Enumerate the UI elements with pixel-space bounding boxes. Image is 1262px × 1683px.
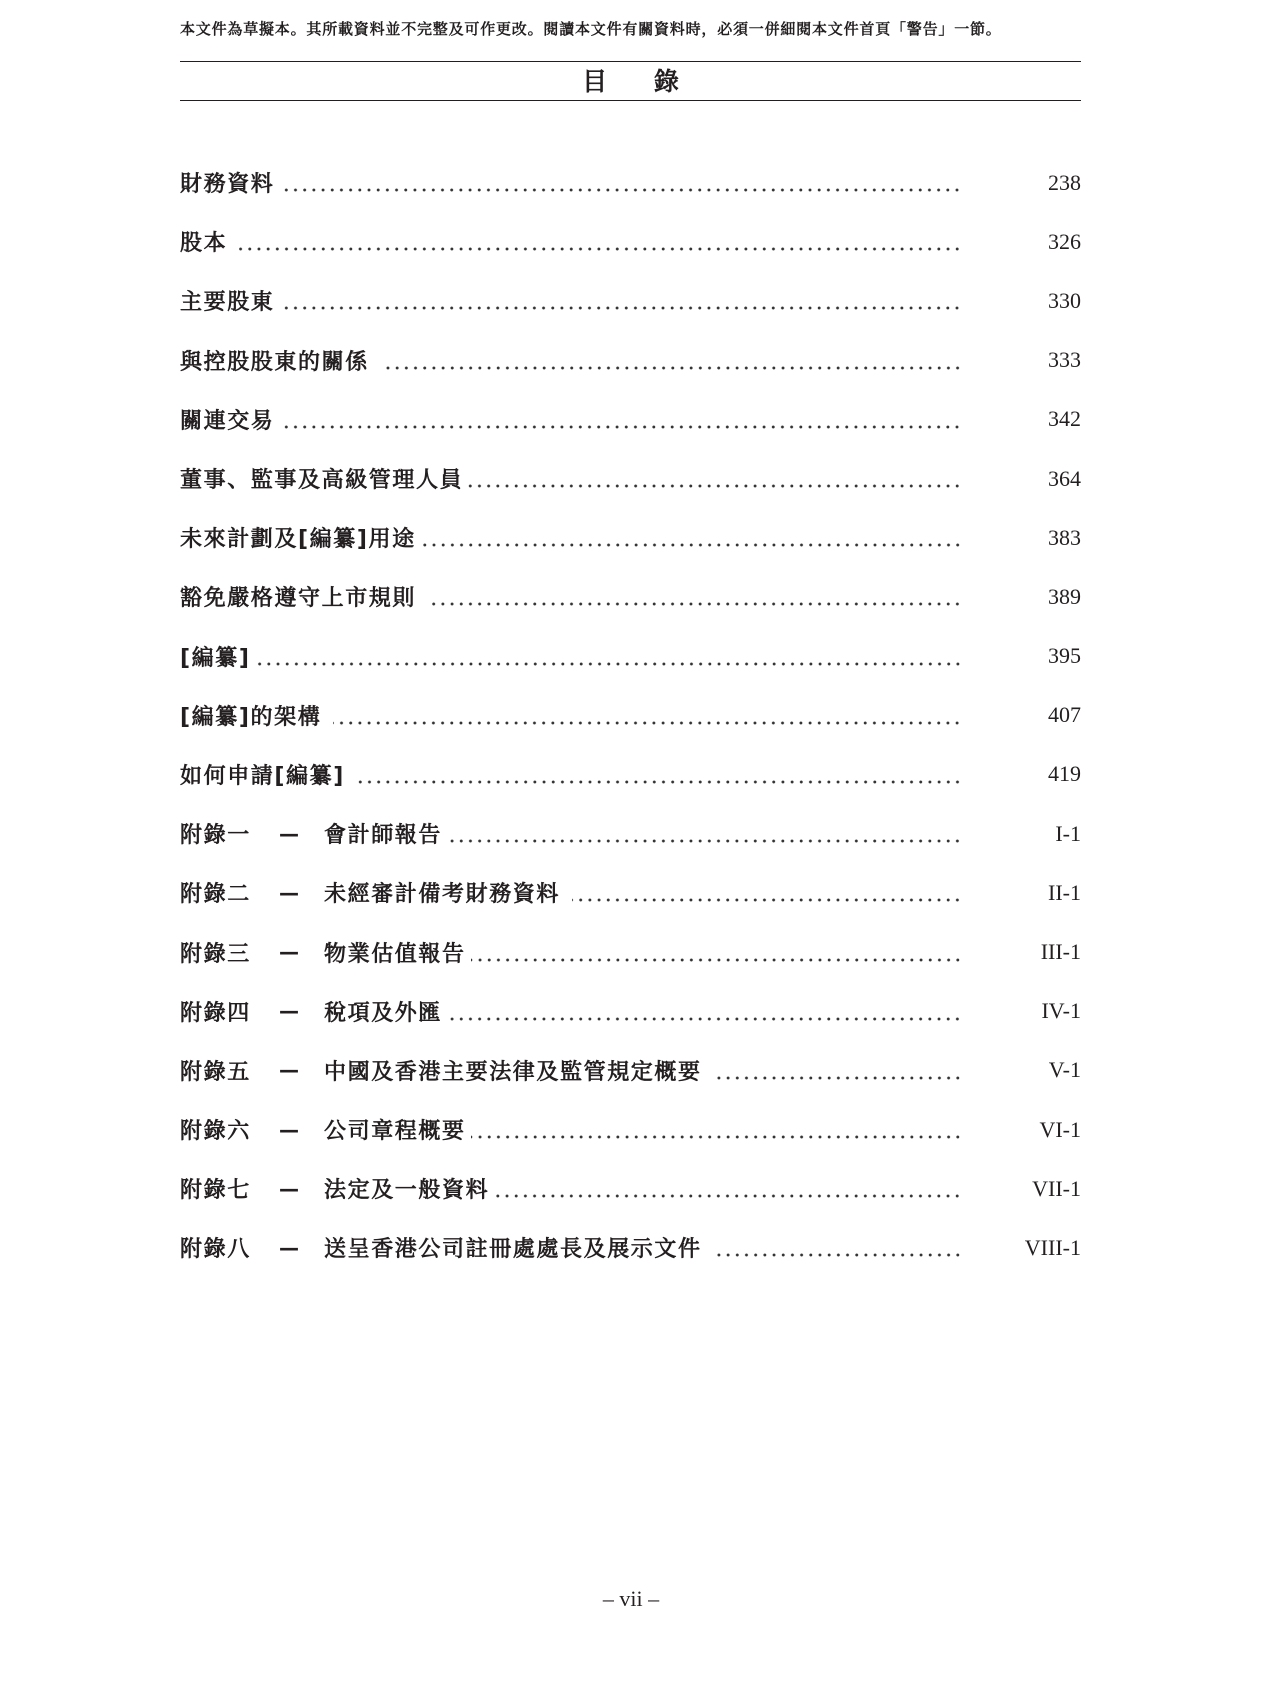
toc-entry-financial-information	[180, 153, 1081, 212]
toc-entry-title: [編纂]的架構	[180, 704, 322, 730]
appendix-label: 附錄三	[180, 941, 251, 967]
appendix-page: III-1	[1040, 939, 1081, 965]
toc-appendix-3	[180, 922, 1081, 981]
appendix-title: 稅項及外匯	[324, 1000, 443, 1026]
dot-leader	[428, 602, 962, 606]
toc-entry-share-capital	[180, 212, 1081, 271]
dot-leader	[714, 1253, 962, 1257]
toc-entry-relationship-with-controlling-shareholders	[180, 331, 1081, 390]
appendix-dash: —	[279, 1117, 299, 1142]
appendix-label: 附錄二	[180, 882, 251, 908]
appendix-page: I-1	[1055, 820, 1081, 846]
toc-appendix-1	[180, 804, 1081, 863]
dot-leader	[279, 306, 962, 310]
toc-entry-page: 342	[1048, 406, 1081, 432]
toc-entry-title: 如何申請[編纂]	[180, 763, 345, 789]
dot-leader	[471, 1135, 962, 1139]
toc-entry-substantial-shareholders	[180, 271, 1081, 330]
appendix-label: 附錄四	[180, 1000, 251, 1026]
toc-entry-page: 407	[1048, 702, 1081, 728]
appendix-title: 中國及香港主要法律及監管規定概要	[324, 1059, 702, 1085]
toc-entry-page: 364	[1048, 465, 1081, 491]
appendix-title: 法定及一般資料	[324, 1178, 490, 1204]
toc-entry-title: 關連交易	[180, 408, 275, 434]
toc-entry-page: 326	[1048, 228, 1081, 254]
dot-leader	[572, 898, 962, 902]
toc-entry-title: 股本	[180, 231, 228, 257]
appendix-page: II-1	[1048, 879, 1081, 905]
dot-leader	[239, 247, 962, 251]
toc-entry-title: 與控股股東的關係	[180, 349, 369, 375]
toc-entry-waivers-from-listing-rules	[180, 567, 1081, 626]
toc-entry-page: 395	[1048, 643, 1081, 669]
appendix-dash: —	[279, 940, 299, 965]
toc-entry-redacted-section	[180, 627, 1081, 686]
toc-entry-title: 豁免嚴格遵守上市規則	[180, 586, 417, 612]
toc-entry-page: 389	[1048, 583, 1081, 609]
appendix-label: 附錄七	[180, 1178, 251, 1204]
dot-leader	[279, 188, 962, 192]
appendix-page: VI-1	[1039, 1116, 1081, 1142]
toc-entry-how-to-apply	[180, 745, 1081, 804]
dot-leader	[421, 543, 962, 547]
page-title: 目 錄	[582, 67, 679, 96]
toc-appendix-6	[180, 1100, 1081, 1159]
appendix-title: 送呈香港公司註冊處處長及展示文件	[324, 1237, 702, 1263]
page-number: – vii –	[602, 1586, 660, 1611]
appendix-page: VIII-1	[1024, 1234, 1081, 1260]
toc-entry-title: [編纂]	[180, 645, 251, 671]
toc-appendix-8	[180, 1218, 1081, 1277]
dot-leader	[256, 662, 962, 666]
appendix-label: 附錄六	[180, 1119, 251, 1145]
appendix-dash: —	[279, 880, 299, 905]
toc-entry-page: 419	[1048, 761, 1081, 787]
toc-appendix-2	[180, 863, 1081, 922]
appendix-label: 附錄八	[180, 1237, 251, 1263]
appendix-page: IV-1	[1041, 998, 1081, 1024]
draft-notice: 本文件為草擬本。其所載資料並不完整及可作更改。閱讀本文件有關資料時，必須一併細閱本文件首頁「警告」一節。	[180, 20, 1002, 38]
toc-entry-connected-transactions	[180, 390, 1081, 449]
title-bottom-rule	[180, 100, 1081, 101]
appendix-title: 物業估值報告	[324, 941, 466, 967]
dot-leader	[494, 1194, 962, 1198]
dot-leader	[447, 839, 962, 843]
table-of-contents	[180, 153, 1081, 1278]
toc-entry-title: 未來計劃及[編纂]用途	[180, 527, 416, 553]
appendix-page: VII-1	[1032, 1175, 1081, 1201]
dot-leader	[357, 780, 962, 784]
dot-leader	[468, 484, 962, 488]
toc-entry-page: 333	[1048, 347, 1081, 373]
appendix-dash: —	[279, 821, 299, 846]
dot-leader	[447, 1017, 962, 1021]
appendix-label: 附錄五	[180, 1059, 251, 1085]
toc-entry-title: 主要股東	[180, 290, 275, 316]
appendix-label: 附錄一	[180, 823, 251, 849]
toc-appendix-7	[180, 1159, 1081, 1218]
dot-leader	[333, 721, 962, 725]
toc-entry-directors-supervisors-senior-management	[180, 449, 1081, 508]
appendix-title: 未經審計備考財務資料	[324, 882, 561, 908]
toc-appendix-4	[180, 982, 1081, 1041]
toc-entry-title: 董事、監事及高級管理人員	[180, 468, 464, 494]
toc-entry-future-plans-and-use	[180, 508, 1081, 567]
dot-leader	[471, 958, 962, 962]
appendix-dash: —	[279, 1176, 299, 1201]
toc-entry-title: 財務資料	[180, 172, 275, 198]
toc-entry-page: 330	[1048, 287, 1081, 313]
toc-appendix-5	[180, 1041, 1081, 1100]
appendix-page: V-1	[1048, 1057, 1081, 1083]
appendix-dash: —	[279, 999, 299, 1024]
dot-leader	[279, 425, 962, 429]
dot-leader	[381, 366, 962, 370]
appendix-title: 會計師報告	[324, 823, 443, 849]
dot-leader	[714, 1076, 962, 1080]
toc-entry-page: 383	[1048, 524, 1081, 550]
appendix-title: 公司章程概要	[324, 1119, 466, 1145]
appendix-dash: —	[279, 1058, 299, 1083]
toc-entry-structure-of-redacted	[180, 686, 1081, 745]
appendix-dash: —	[279, 1235, 299, 1260]
toc-entry-page: 238	[1048, 169, 1081, 195]
title-top-rule	[180, 61, 1081, 62]
